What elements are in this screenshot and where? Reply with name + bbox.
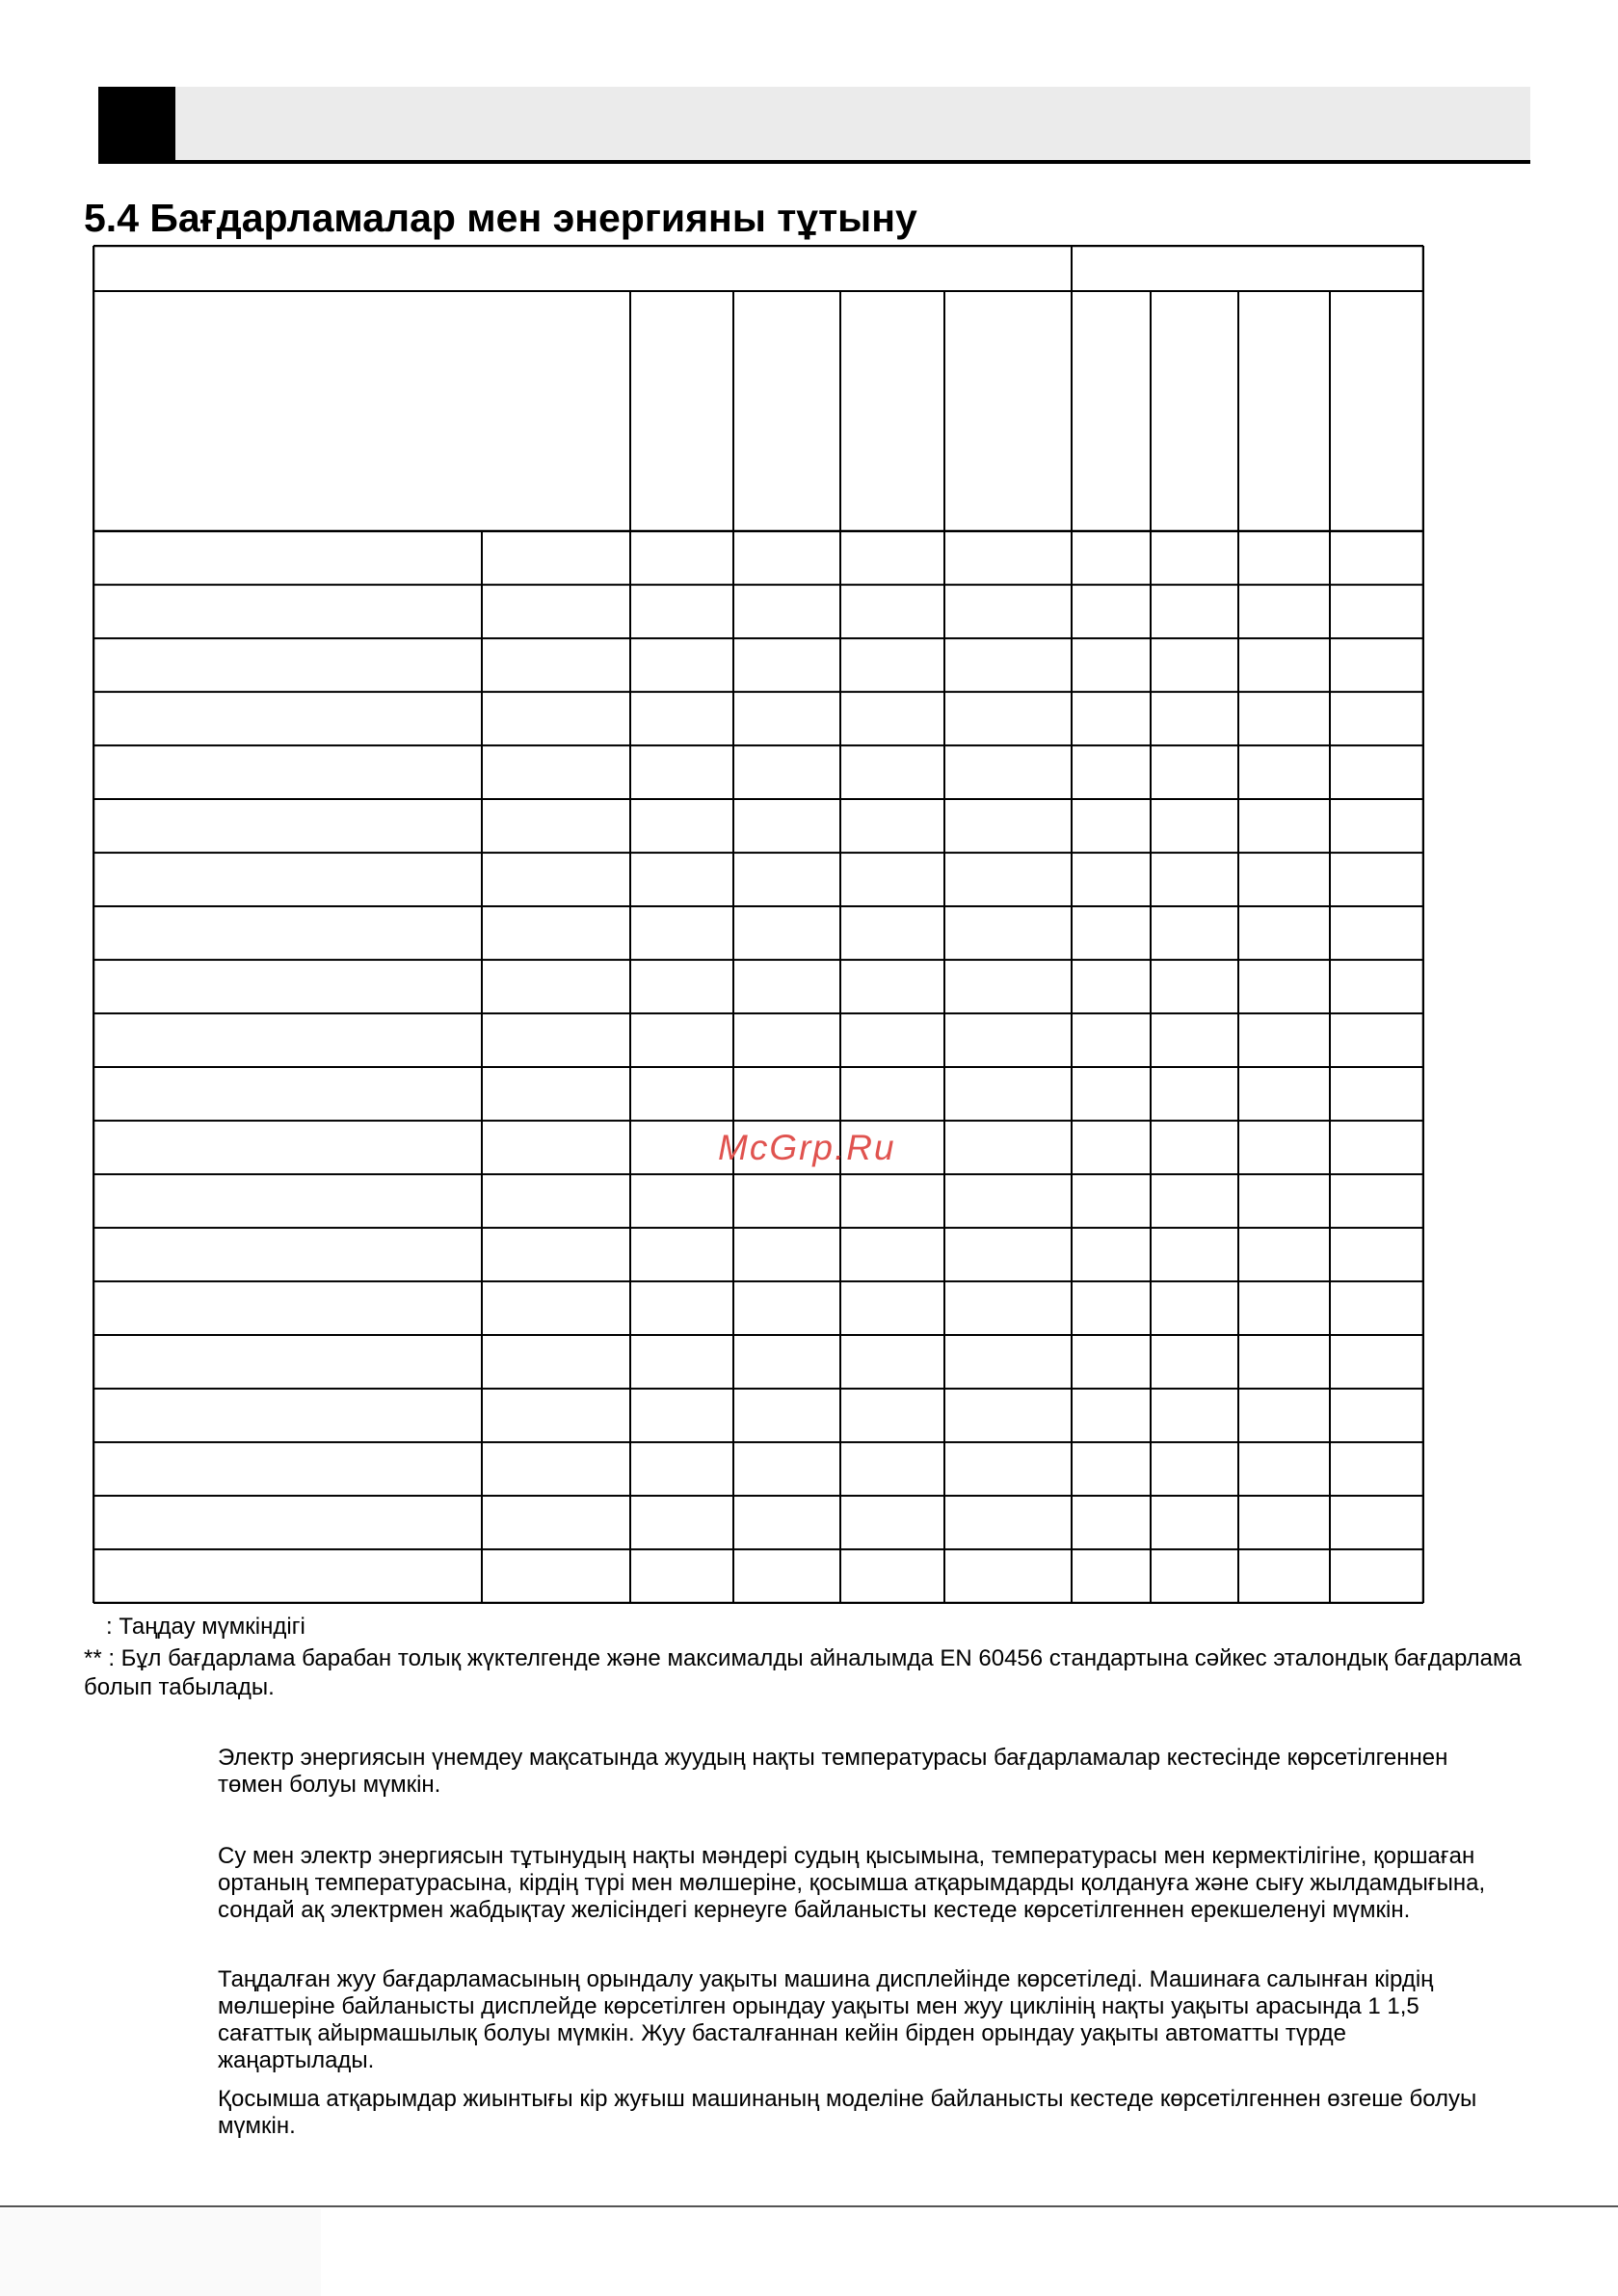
table-cell <box>482 1174 630 1228</box>
table-cell <box>733 853 840 907</box>
table-cell <box>93 745 482 799</box>
table-cell <box>1330 585 1423 639</box>
table-cell <box>944 1228 1072 1282</box>
section-header-bar <box>98 87 1530 162</box>
table-cell <box>733 1281 840 1335</box>
table-cell <box>944 1442 1072 1496</box>
table-cell <box>840 531 944 585</box>
table-cell <box>733 531 840 585</box>
table-cell <box>93 960 482 1014</box>
table-cell <box>1072 585 1151 639</box>
table-cell <box>630 906 733 960</box>
header-group-cell <box>1072 246 1423 291</box>
table-cell <box>1238 1013 1330 1067</box>
table-cell <box>482 960 630 1014</box>
table-cell <box>840 906 944 960</box>
table-cell <box>840 1496 944 1550</box>
page-title: 5.4 Бағдарламалар мен энергияны тұтыну <box>84 196 917 240</box>
table-cell <box>1151 1013 1238 1067</box>
table-cell <box>630 1013 733 1067</box>
table-cell <box>1238 1549 1330 1603</box>
table-cell <box>482 1442 630 1496</box>
table-cell <box>1151 960 1238 1014</box>
table-cell <box>1151 745 1238 799</box>
table-cell <box>630 585 733 639</box>
table-cell <box>630 1228 733 1282</box>
table-cell <box>1238 960 1330 1014</box>
table-cell <box>1238 1228 1330 1282</box>
table-cell <box>630 1496 733 1550</box>
table-cell <box>93 1121 482 1175</box>
table-cell <box>1238 531 1330 585</box>
table-cell <box>944 531 1072 585</box>
table-cell <box>1072 1174 1151 1228</box>
table-cell <box>733 745 840 799</box>
footer-divider <box>0 2205 1618 2207</box>
table-cell <box>733 1496 840 1550</box>
table-cell <box>840 692 944 746</box>
table-cell <box>482 1228 630 1282</box>
table-cell <box>944 906 1072 960</box>
table-cell <box>93 531 482 585</box>
table-cell <box>1151 1335 1238 1389</box>
table-cell <box>840 1228 944 1282</box>
table-cell <box>1151 1174 1238 1228</box>
table-cell <box>944 1067 1072 1121</box>
auxiliary-functions-paragraph: Қосымша атқарымдар жиынтығы кір жуғыш машинаның моделіне байланысты кестеде көрсетілгеннен өзгеше болуы мүмкін. <box>218 2086 1477 2139</box>
table-cell <box>1072 1281 1151 1335</box>
table-cell <box>1330 1013 1423 1067</box>
table-cell <box>733 638 840 692</box>
table-grid <box>93 245 1424 1604</box>
table-cell <box>482 531 630 585</box>
table-cell <box>1238 745 1330 799</box>
table-cell <box>1330 853 1423 907</box>
table-cell <box>1151 531 1238 585</box>
table-cell <box>1330 692 1423 746</box>
table-cell <box>1072 638 1151 692</box>
table-cell <box>1151 1389 1238 1443</box>
table-cell <box>733 1067 840 1121</box>
table-cell <box>1330 799 1423 853</box>
table-cell <box>733 1228 840 1282</box>
table-cell <box>482 692 630 746</box>
table-cell <box>1330 1121 1423 1175</box>
table-cell <box>1330 1442 1423 1496</box>
table-cell <box>93 1174 482 1228</box>
table-cell <box>1238 906 1330 960</box>
table-cell <box>733 906 840 960</box>
table-cell <box>93 853 482 907</box>
watermark: McGrp.Ru <box>718 1128 896 1167</box>
table-cell <box>840 799 944 853</box>
table-cell <box>733 960 840 1014</box>
table-cell <box>1330 745 1423 799</box>
table-cell <box>93 1496 482 1550</box>
table-cell <box>944 1549 1072 1603</box>
table-cell <box>733 799 840 853</box>
table-cell <box>1151 1549 1238 1603</box>
table-cell <box>733 692 840 746</box>
footnote-text: ** : Бұл бағдарлама барабан толық жүктелгенде және максималды айналымда EN 60456 стандартына сәйкес эталондық бағдарлама болып табылады. <box>84 1645 1522 1700</box>
table-cell <box>944 1389 1072 1443</box>
table-cell <box>1151 692 1238 746</box>
table-cell <box>840 585 944 639</box>
table-cell <box>482 585 630 639</box>
table-cell <box>93 692 482 746</box>
table-cell <box>482 799 630 853</box>
table-cell <box>944 692 1072 746</box>
table-cell <box>630 531 733 585</box>
table-cell <box>482 906 630 960</box>
table-cell <box>1330 638 1423 692</box>
table-cell <box>93 1389 482 1443</box>
table-cell <box>1151 1496 1238 1550</box>
table-cell <box>93 906 482 960</box>
table-cell <box>944 638 1072 692</box>
table-cell <box>944 853 1072 907</box>
table-cell <box>840 1442 944 1496</box>
table-cell <box>840 1335 944 1389</box>
table-cell <box>733 585 840 639</box>
table-cell <box>482 745 630 799</box>
table-cell <box>630 692 733 746</box>
table-cell <box>1238 638 1330 692</box>
table-cell <box>1238 585 1330 639</box>
table-cell <box>630 1549 733 1603</box>
table-cell <box>840 853 944 907</box>
table-cell <box>93 1228 482 1282</box>
table-cell <box>1072 1013 1151 1067</box>
table-cell <box>1238 1389 1330 1443</box>
section-number-block <box>98 87 175 162</box>
table-cell <box>840 1549 944 1603</box>
table-cell <box>1238 1335 1330 1389</box>
footer-area <box>0 2209 321 2296</box>
header-group-cell <box>93 246 1072 291</box>
table-cell <box>630 638 733 692</box>
table-cell <box>1072 1389 1151 1443</box>
table-cell <box>482 853 630 907</box>
table-cell <box>482 1549 630 1603</box>
table-cell <box>1151 799 1238 853</box>
table-cell <box>1072 692 1151 746</box>
table-cell <box>93 799 482 853</box>
table-cell <box>1330 1174 1423 1228</box>
table-cell <box>944 1121 1072 1175</box>
table-cell <box>733 1389 840 1443</box>
table-cell <box>1151 1281 1238 1335</box>
table-cell <box>1238 692 1330 746</box>
table-cell <box>733 1442 840 1496</box>
table-cell <box>944 1335 1072 1389</box>
table-cell <box>1072 906 1151 960</box>
table-cell <box>1151 1067 1238 1121</box>
table-cell <box>1238 799 1330 853</box>
table-cell <box>1072 960 1151 1014</box>
table-cell <box>1238 1281 1330 1335</box>
table-cell <box>482 1335 630 1389</box>
table-cell <box>840 1281 944 1335</box>
table-cell <box>630 1335 733 1389</box>
table-cell <box>93 1442 482 1496</box>
table-cell <box>944 1174 1072 1228</box>
table-cell <box>840 1013 944 1067</box>
table-cell <box>1072 1067 1151 1121</box>
table-cell <box>1238 1067 1330 1121</box>
table-cell <box>482 1389 630 1443</box>
table-cell <box>93 638 482 692</box>
table-cell <box>944 745 1072 799</box>
table-cell <box>733 1549 840 1603</box>
table-cell <box>1330 1496 1423 1550</box>
table-cell <box>1072 799 1151 853</box>
table-cell <box>1151 585 1238 639</box>
table-cell <box>630 1442 733 1496</box>
table-cell <box>733 1174 840 1228</box>
table-cell <box>1238 1174 1330 1228</box>
table-cell <box>1330 906 1423 960</box>
table-cell <box>840 745 944 799</box>
table-cell <box>1151 853 1238 907</box>
table-cell <box>944 1281 1072 1335</box>
table-cell <box>630 960 733 1014</box>
table-cell <box>482 1067 630 1121</box>
table-cell <box>1072 1496 1151 1550</box>
table-cell <box>630 745 733 799</box>
table-cell <box>1072 1549 1151 1603</box>
table-cell <box>1330 1067 1423 1121</box>
table-cell <box>840 1389 944 1443</box>
table-cell <box>1072 1335 1151 1389</box>
table-cell <box>944 1013 1072 1067</box>
table-cell <box>944 1496 1072 1550</box>
table-cell <box>93 1281 482 1335</box>
table-cell <box>1151 638 1238 692</box>
table-cell <box>93 585 482 639</box>
table-cell <box>630 1389 733 1443</box>
table-cell <box>1072 1228 1151 1282</box>
table-cell <box>1072 745 1151 799</box>
table-cell <box>1330 531 1423 585</box>
table-cell <box>1238 1442 1330 1496</box>
table-cell <box>482 1496 630 1550</box>
table-cell <box>840 1174 944 1228</box>
table-cell <box>1330 1228 1423 1282</box>
table-cell <box>1072 1121 1151 1175</box>
header-underline <box>98 160 1530 164</box>
table-cell <box>1238 1496 1330 1550</box>
table-cell <box>840 638 944 692</box>
table-cell <box>1151 1228 1238 1282</box>
table-cell <box>1072 1442 1151 1496</box>
table-cell <box>840 960 944 1014</box>
energy-note: Электр энергиясын үнемдеу мақсатында жуудың нақты температурасы бағдарламалар кестесінде көрсетілгеннен төмен болуы мүмкін. <box>218 1745 1448 1798</box>
table-cell <box>630 853 733 907</box>
table-cell <box>944 799 1072 853</box>
table-cell <box>1330 960 1423 1014</box>
table-cell <box>733 1335 840 1389</box>
table-cell <box>1072 531 1151 585</box>
table-cell <box>93 1549 482 1603</box>
table-cell <box>630 799 733 853</box>
table-cell <box>1151 1121 1238 1175</box>
table-cell <box>93 1067 482 1121</box>
table-cell <box>944 585 1072 639</box>
consumption-paragraph: Су мен электр энергиясын тұтынудың нақты мәндері судың қысымына, температурасы мен кермектілігіне, қоршаған ортаның температурасына, кірдің түрі мен мөлшеріне, қосымша атқарымдарды қолдануға және сығу жылдамдығына, сондай ақ электрмен жабдықтау желісіндегі кернеуге байланысты кестеде көрсетілгеннен ерекшеленуі мүмкін. <box>218 1843 1486 1923</box>
table-cell <box>1330 1549 1423 1603</box>
table-cell <box>93 1335 482 1389</box>
legend-text: : Таңдау мүмкіндігі <box>106 1614 305 1640</box>
programs-energy-table <box>93 245 1424 1604</box>
duration-paragraph: Таңдалған жуу бағдарламасының орындалу уақыты машина дисплейінде көрсетіледі. Машинаға салынған кірдің мөлшеріне байланысты дисплейде көрсетілген орындау уақыты мен жуу циклінің нақты уақыты арасында 1 1,5 сағаттық айырмашылық болуы мүмкін. Жуу басталғаннан кейін бірден орындау уақыты автоматты түрде жаңартылады. <box>218 1966 1434 2073</box>
table-cell <box>630 1174 733 1228</box>
table-cell <box>1330 1281 1423 1335</box>
table-cell <box>482 1013 630 1067</box>
table-cell <box>840 1067 944 1121</box>
table-cell <box>944 960 1072 1014</box>
table-cell <box>1151 1442 1238 1496</box>
table-cell <box>630 1281 733 1335</box>
table-cell <box>1238 853 1330 907</box>
table-cell <box>1151 906 1238 960</box>
table-cell <box>1072 853 1151 907</box>
table-cell <box>1330 1389 1423 1443</box>
table-cell <box>482 1121 630 1175</box>
table-cell <box>482 1281 630 1335</box>
table-cell <box>1330 1335 1423 1389</box>
table-cell <box>733 1013 840 1067</box>
table-cell <box>482 638 630 692</box>
table-cell <box>630 1067 733 1121</box>
table-cell <box>1238 1121 1330 1175</box>
table-cell <box>93 1013 482 1067</box>
